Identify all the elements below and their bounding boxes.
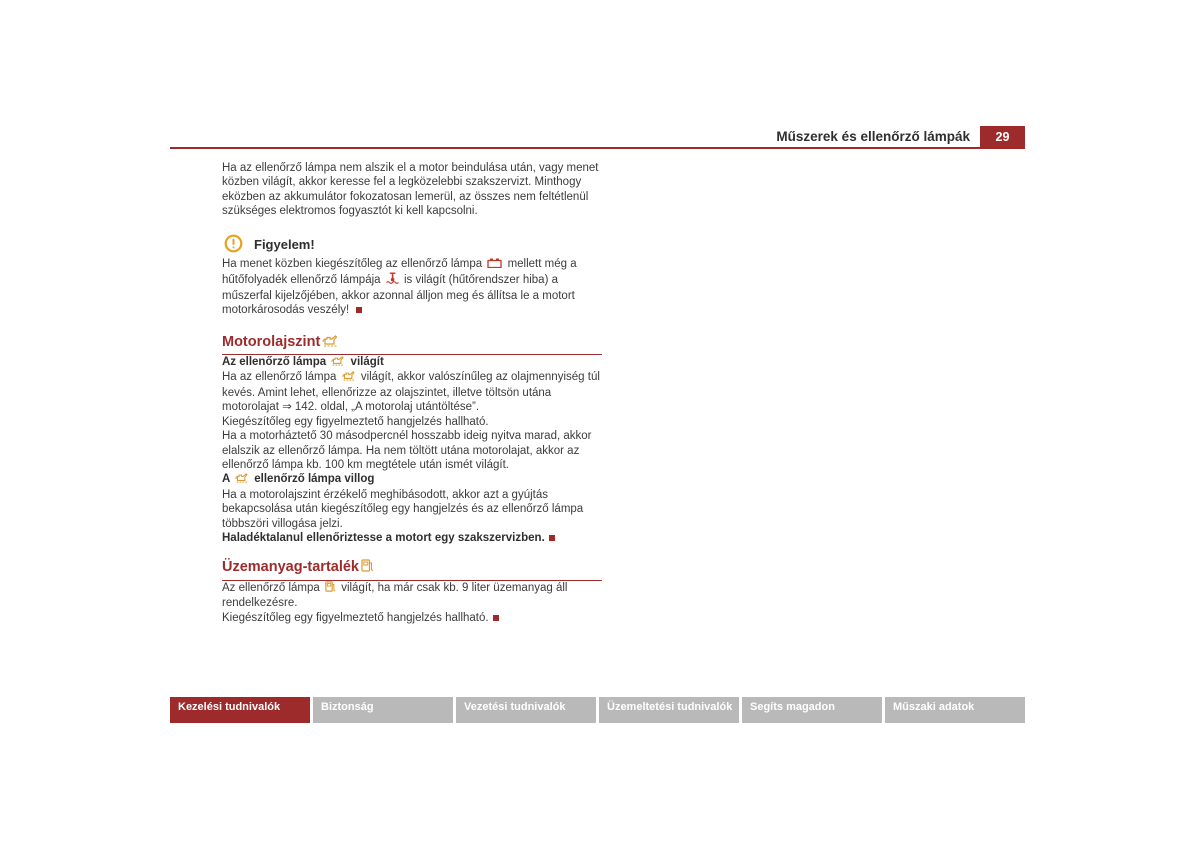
oil-can-icon <box>331 356 345 370</box>
oil-sub2-text-1: A <box>222 473 234 486</box>
fuel-p2-text: Kiegészítőleg egy figyelmeztető hangjelzés hallható. <box>222 611 489 624</box>
oil-sub1-text-2: világít <box>347 356 384 369</box>
chapter-tabbar <box>170 697 1025 723</box>
oil-can-icon <box>342 371 356 385</box>
tab-biztonsag[interactable]: Biztonság <box>313 697 453 723</box>
section-heading-oil <box>222 335 602 355</box>
fuel-heading-text: Üzemanyag-tartalék <box>222 559 359 576</box>
page-header <box>170 126 1025 148</box>
oil-sub2-text-2: ellenőrző lámpa villog <box>251 473 375 486</box>
fuel-pump-icon <box>325 581 336 596</box>
warning-header <box>222 234 602 257</box>
coolant-icon <box>386 272 399 288</box>
oil-p1-text-2: világít, akkor valószínűleg az olajmennyiség túl kevés. Amint lehet, ellenőrizze az olajszintet, illetve töltsön utána motorolajat ⇒ 142. oldal, „A motorolaj utántöltése”. <box>222 371 600 414</box>
end-square <box>493 615 499 621</box>
page-number-badge: 29 <box>980 126 1025 148</box>
battery-icon <box>487 258 502 272</box>
fuel-pump-icon <box>361 559 374 575</box>
oil-can-icon <box>322 335 339 350</box>
tab-muszaki-adatok[interactable]: Műszaki adatok <box>885 697 1025 723</box>
text-column <box>222 161 602 625</box>
fuel-paragraph-2 <box>222 611 602 625</box>
oil-sub1-text-1: Az ellenőrző lámpa <box>222 356 330 369</box>
intro-paragraph: Ha az ellenőrző lámpa nem alszik el a motor beindulása után, vagy menet közben világít, akkor keresse fel a legközelebbi szakszervizt. Minthogy eközben az akkumulátor fokozatosan lemerül, az összes nem feltétlenül szükséges elektromos fogyasztót ki kell kapcsolni. <box>222 162 599 218</box>
warning-paragraph <box>222 257 602 318</box>
oil-can-icon <box>235 473 249 487</box>
warning-icon <box>224 234 243 257</box>
oil-paragraph-1 <box>222 370 602 414</box>
oil-paragraph-2: Kiegészítőleg egy figyelmeztető hangjelzés hallható. <box>222 415 489 428</box>
page-title: Műszerek és ellenőrző lámpák <box>776 129 970 144</box>
end-square <box>356 307 362 313</box>
tab-kezelesi-tudnivalok[interactable]: Kezelési tudnivalók <box>170 697 310 723</box>
end-square <box>549 535 555 541</box>
section-heading-fuel <box>222 559 602 580</box>
oil-paragraph-5 <box>222 531 602 545</box>
oil-paragraph-4: Ha a motorolajszint érzékelő meghibásodott, akkor azt a gyújtás bekapcsolása után kiegészítőleg egy hangjelzés és az ellenőrző lámpa többszöri villogása jelzi. <box>222 488 584 530</box>
oil-p1-text-1: Ha az ellenőrző lámpa <box>222 371 340 384</box>
oil-heading-text: Motorolajszint <box>222 333 321 350</box>
tab-segits-magadon[interactable]: Segíts magadon <box>742 697 882 723</box>
tab-uzemeltetesi-tudnivalok[interactable]: Üzemeltetési tudnivalók <box>599 697 739 723</box>
oil-paragraph-3: Ha a motorháztető 30 másodpercnél hosszabb ideig nyitva marad, akkor elalszik az ellenőrző lámpa. Ha nem töltött utána motorolajat, akkor az ellenőrző lámpa kb. 100 km megtétele után ismét világít. <box>222 430 592 471</box>
oil-subheading-2 <box>222 472 602 487</box>
fuel-p1-text-1: Az ellenőrző lámpa <box>222 581 323 594</box>
warning-text-2: mellett még a hűtőfolyadék ellenőrző lámpája <box>222 258 577 287</box>
oil-subheading-1 <box>222 355 602 370</box>
oil-p5-text: Haladéktalanul ellenőriztesse a motort egy szakszervizben. <box>222 531 545 544</box>
warning-title: Figyelem! <box>254 237 315 253</box>
fuel-p1-text-2: világít, ha már csak kb. 9 liter üzemanyag áll rendelkezésre. <box>222 581 568 610</box>
warning-text-3: is világít (hűtőrendszer hiba) a műszerfal kijelzőjében, akkor azonnal álljon meg és állítsa le a motort motorkárosodás veszély! <box>222 274 575 317</box>
tab-vezetesi-tudnivalok[interactable]: Vezetési tudnivalók <box>456 697 596 723</box>
warning-text-1: Ha menet közben kiegészítőleg az ellenőrző lámpa <box>222 258 486 271</box>
header-rule <box>170 147 1025 149</box>
fuel-paragraph-1 <box>222 581 602 611</box>
